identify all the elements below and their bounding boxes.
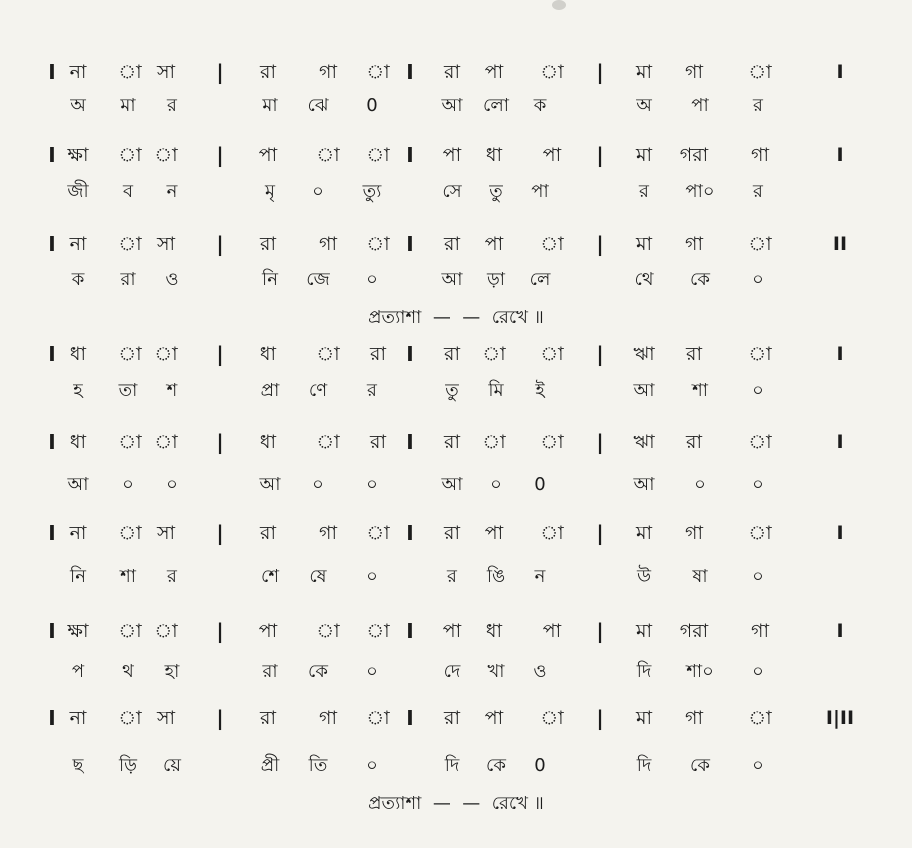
note-cell: া <box>118 233 142 255</box>
lyric-syllable: ড়া <box>486 269 506 290</box>
lyric-line <box>0 660 912 684</box>
note-cell: া <box>118 620 142 642</box>
lyric-syllable: ০ <box>752 566 764 587</box>
note-cell: মা <box>635 522 653 544</box>
lyric-syllable: রা <box>120 269 136 290</box>
note-cell: া <box>154 144 178 166</box>
note-cell: গা <box>319 233 337 255</box>
lyric-syllable: নি <box>262 269 278 290</box>
note-cell: ধা <box>485 144 503 166</box>
note-cell: গা <box>751 144 769 166</box>
bar-line: I <box>406 706 414 730</box>
lyric-syllable: অ <box>636 95 652 116</box>
refrain-line: প্রত্যাশা — — রেখে ॥ <box>368 793 544 814</box>
note-cell: পা <box>484 707 504 729</box>
lyric-syllable: জে <box>306 269 330 290</box>
bar-line: | <box>216 619 224 643</box>
lyric-syllable: র <box>753 95 763 116</box>
lyric-syllable: তু <box>489 181 503 202</box>
lyric-syllable: ষা <box>692 566 708 587</box>
lyric-syllable: ০ <box>752 380 764 401</box>
note-cell: রা <box>370 431 386 453</box>
note-cell: রা <box>444 522 460 544</box>
bar-line: I <box>836 431 844 453</box>
lyric-syllable: হ <box>73 380 83 401</box>
lyric-syllable: ঙি <box>486 566 506 587</box>
lyric-syllable: কে <box>690 269 710 290</box>
note-cell: গা <box>685 233 703 255</box>
note-cell: গা <box>319 61 337 83</box>
note-cell: পা <box>258 144 278 166</box>
lyric-syllable: ও <box>533 661 547 682</box>
lyric-syllable: 0 <box>534 755 546 776</box>
lyric-syllable: থ <box>122 661 134 682</box>
lyric-syllable: মৃ <box>265 181 275 202</box>
lyric-line <box>0 379 912 403</box>
note-cell: পা <box>258 620 278 642</box>
lyric-line <box>0 565 912 589</box>
lyric-syllable: ০ <box>366 474 378 495</box>
lyric-syllable: সে <box>442 181 462 202</box>
lyric-syllable: দি <box>636 661 652 682</box>
note-cell: সা <box>156 233 176 255</box>
bar-line: I <box>48 430 56 454</box>
note-cell: গা <box>685 522 703 544</box>
notation-line <box>0 232 912 256</box>
bar-line: I <box>48 143 56 167</box>
bar-line: I <box>836 620 844 642</box>
lyric-syllable: শা <box>692 380 708 401</box>
lyric-syllable: হা <box>164 661 180 682</box>
lyric-syllable: আ <box>633 380 655 401</box>
lyric-syllable: তি <box>308 755 328 776</box>
note-cell: পা <box>442 144 462 166</box>
bar-line: | <box>216 60 224 84</box>
lyric-syllable: তা <box>118 380 138 401</box>
note-cell: মা <box>635 707 653 729</box>
note-cell: রা <box>444 343 460 365</box>
bar-line: | <box>216 521 224 545</box>
lyric-syllable: মি <box>488 380 504 401</box>
notation-line <box>0 143 912 167</box>
bar-line: | <box>216 706 224 730</box>
note-cell: া <box>316 144 340 166</box>
bar-line: I <box>48 60 56 84</box>
lyric-syllable: প <box>71 661 85 682</box>
note-cell: া <box>154 620 178 642</box>
note-cell: গা <box>685 61 703 83</box>
lyric-syllable: লে <box>529 269 551 290</box>
notation-line <box>0 521 912 545</box>
note-cell: া <box>118 61 142 83</box>
lyric-syllable: ০ <box>490 474 502 495</box>
lyric-syllable: ০ <box>366 269 378 290</box>
note-cell: রা <box>686 343 702 365</box>
lyric-syllable: ত্যু <box>362 181 382 202</box>
note-cell: া <box>540 707 564 729</box>
note-cell: রা <box>444 431 460 453</box>
lyric-syllable: কে <box>690 755 710 776</box>
lyric-syllable: নি <box>70 566 86 587</box>
lyric-syllable: শা০ <box>686 661 714 682</box>
note-cell: না <box>69 707 87 729</box>
note-cell: পা <box>542 144 562 166</box>
bar-line: | <box>216 143 224 167</box>
lyric-syllable: ছ <box>72 755 84 776</box>
lyric-syllable: ষে <box>309 566 327 587</box>
note-cell: রা <box>260 233 276 255</box>
bar-line: I <box>406 342 414 366</box>
lyric-syllable: দি <box>444 755 460 776</box>
bar-line: I <box>48 232 56 256</box>
lyric-syllable: র <box>167 95 177 116</box>
note-cell: া <box>482 431 506 453</box>
note-cell: া <box>366 707 390 729</box>
bar-line: I <box>836 343 844 365</box>
bar-line: | <box>596 706 604 730</box>
note-cell: না <box>69 233 87 255</box>
bar-line: I <box>48 619 56 643</box>
lyric-syllable: আ <box>259 474 281 495</box>
note-cell: রা <box>370 343 386 365</box>
note-cell: পা <box>442 620 462 642</box>
bar-line: I <box>836 522 844 544</box>
lyric-syllable: ০ <box>366 755 378 776</box>
lyric-syllable: শ <box>166 380 178 401</box>
bar-line: | <box>596 619 604 643</box>
note-cell: া <box>316 343 340 365</box>
lyric-syllable: র <box>447 566 457 587</box>
note-cell: া <box>748 431 772 453</box>
note-cell: া <box>154 431 178 453</box>
note-cell: পা <box>484 522 504 544</box>
note-cell: া <box>366 144 390 166</box>
lyric-syllable: ০ <box>122 474 134 495</box>
bar-line: | <box>216 232 224 256</box>
lyric-syllable: রা <box>262 661 278 682</box>
note-cell: মা <box>635 233 653 255</box>
lyric-syllable: ক <box>71 269 85 290</box>
note-cell: ধা <box>259 431 277 453</box>
lyric-line <box>0 754 912 778</box>
note-cell: গা <box>319 522 337 544</box>
bar-line: I <box>406 60 414 84</box>
bar-line: | <box>596 342 604 366</box>
lyric-syllable: ন <box>166 181 178 202</box>
lyric-syllable: আ <box>441 95 463 116</box>
lyric-line <box>0 473 912 497</box>
lyric-syllable: ০ <box>366 661 378 682</box>
bar-line: I <box>406 430 414 454</box>
note-cell: গরা <box>679 144 709 166</box>
note-cell: রা <box>686 431 702 453</box>
note-cell: রা <box>444 707 460 729</box>
bar-line: | <box>596 521 604 545</box>
note-cell: গা <box>319 707 337 729</box>
note-cell: া <box>154 343 178 365</box>
lyric-syllable: ণে <box>308 380 328 401</box>
lyric-syllable: ক <box>533 95 547 116</box>
bar-line: I <box>48 342 56 366</box>
lyric-syllable: লো <box>483 95 509 116</box>
lyric-syllable: ০ <box>366 566 378 587</box>
note-cell: না <box>69 61 87 83</box>
note-cell: পা <box>542 620 562 642</box>
bar-line: I <box>406 232 414 256</box>
lyric-syllable: খা <box>487 661 505 682</box>
note-cell: রা <box>260 61 276 83</box>
lyric-syllable: পা০ <box>685 181 715 202</box>
bar-line: | <box>216 430 224 454</box>
note-cell: ক্ষা <box>67 144 89 166</box>
note-cell: গা <box>751 620 769 642</box>
lyric-syllable: র <box>367 380 377 401</box>
lyric-line <box>0 268 912 292</box>
bar-line: I <box>406 619 414 643</box>
note-cell: রা <box>444 233 460 255</box>
lyric-syllable: প্রা <box>260 380 280 401</box>
lyric-syllable: র <box>753 181 763 202</box>
lyric-syllable: মা <box>120 95 136 116</box>
note-cell: া <box>482 343 506 365</box>
note-cell: া <box>366 61 390 83</box>
lyric-syllable: আ <box>441 269 463 290</box>
bar-line: | <box>596 430 604 454</box>
lyric-syllable: প্রী <box>260 755 280 776</box>
note-cell: মা <box>635 144 653 166</box>
lyric-syllable: ০ <box>752 755 764 776</box>
notation-line <box>0 706 912 730</box>
bar-line: I <box>836 61 844 83</box>
note-cell: ক্ষা <box>67 620 89 642</box>
lyric-syllable: আ <box>441 474 463 495</box>
bar-line: I|II <box>825 707 855 729</box>
notation-line <box>0 60 912 84</box>
note-cell: না <box>69 522 87 544</box>
note-cell: ধা <box>485 620 503 642</box>
lyric-syllable: আ <box>633 474 655 495</box>
note-cell: া <box>118 343 142 365</box>
note-cell: া <box>748 233 772 255</box>
note-cell: সা <box>156 707 176 729</box>
note-cell: া <box>748 707 772 729</box>
lyric-syllable: 0 <box>366 95 378 116</box>
bar-line: | <box>216 342 224 366</box>
lyric-syllable: ঝে <box>307 95 329 116</box>
lyric-syllable: ই <box>535 380 545 401</box>
bar-line: I <box>836 144 844 166</box>
notation-line <box>0 430 912 454</box>
lyric-syllable: জী <box>67 181 89 202</box>
bar-line: I <box>48 706 56 730</box>
lyric-syllable: দি <box>636 755 652 776</box>
lyric-syllable: ন <box>534 566 546 587</box>
notation-line <box>0 619 912 643</box>
lyric-syllable: র <box>639 181 649 202</box>
note-cell: া <box>540 431 564 453</box>
note-cell: া <box>540 343 564 365</box>
note-cell: া <box>366 233 390 255</box>
note-cell: া <box>748 343 772 365</box>
lyric-syllable: ০ <box>312 474 324 495</box>
paper-smudge <box>552 0 566 10</box>
lyric-syllable: তু <box>445 380 459 401</box>
notation-line <box>0 342 912 366</box>
note-cell: া <box>748 522 772 544</box>
note-cell: পা <box>484 61 504 83</box>
lyric-syllable: উ <box>636 566 652 587</box>
note-cell: া <box>540 522 564 544</box>
note-cell: া <box>316 620 340 642</box>
lyric-syllable: শে <box>261 566 279 587</box>
lyric-syllable: ড়ি <box>119 755 137 776</box>
lyric-syllable: য়ে <box>163 755 181 776</box>
lyric-syllable: পা <box>531 181 549 202</box>
lyric-syllable: অ <box>70 95 86 116</box>
refrain-line: প্রত্যাশা — — রেখে ॥ <box>368 307 544 328</box>
note-cell: া <box>118 144 142 166</box>
note-cell: সা <box>156 522 176 544</box>
note-cell: া <box>366 522 390 544</box>
lyric-syllable: পা <box>691 95 709 116</box>
note-cell: া <box>748 61 772 83</box>
lyric-syllable: ০ <box>752 661 764 682</box>
note-cell: া <box>118 707 142 729</box>
lyric-syllable: আ <box>67 474 89 495</box>
lyric-syllable: ব <box>122 181 134 202</box>
note-cell: া <box>540 233 564 255</box>
note-cell: পা <box>484 233 504 255</box>
bar-line: | <box>596 143 604 167</box>
note-cell: া <box>118 431 142 453</box>
bar-line: I <box>406 143 414 167</box>
bar-line: I <box>48 521 56 545</box>
note-cell: া <box>316 431 340 453</box>
note-cell: ঋা <box>633 431 655 453</box>
note-cell: ধা <box>69 431 87 453</box>
note-cell: রা <box>444 61 460 83</box>
lyric-syllable: ০ <box>752 474 764 495</box>
lyric-syllable: ০ <box>312 181 324 202</box>
lyric-syllable: ০ <box>752 269 764 290</box>
note-cell: মা <box>635 61 653 83</box>
lyric-line <box>0 180 912 204</box>
lyric-syllable: শা <box>120 566 136 587</box>
note-cell: গা <box>685 707 703 729</box>
note-cell: া <box>540 61 564 83</box>
lyric-syllable: র <box>167 566 177 587</box>
lyric-syllable: ০ <box>694 474 706 495</box>
bar-line: | <box>596 232 604 256</box>
lyric-line <box>0 94 912 118</box>
note-cell: ঋা <box>633 343 655 365</box>
lyric-syllable: থে <box>634 269 654 290</box>
bar-line: I <box>406 521 414 545</box>
bar-line: | <box>596 60 604 84</box>
lyric-syllable: দে <box>443 661 461 682</box>
lyric-syllable: কে <box>308 661 328 682</box>
note-cell: া <box>118 522 142 544</box>
note-cell: মা <box>635 620 653 642</box>
lyric-syllable: ও <box>165 269 179 290</box>
lyric-syllable: মা <box>262 95 278 116</box>
note-cell: সা <box>156 61 176 83</box>
bar-line: II <box>832 233 848 255</box>
note-cell: া <box>366 620 390 642</box>
lyric-syllable: কে <box>486 755 506 776</box>
note-cell: গরা <box>679 620 709 642</box>
lyric-syllable: ০ <box>166 474 178 495</box>
note-cell: ধা <box>69 343 87 365</box>
note-cell: রা <box>260 522 276 544</box>
lyric-syllable: 0 <box>534 474 546 495</box>
note-cell: রা <box>260 707 276 729</box>
note-cell: ধা <box>259 343 277 365</box>
